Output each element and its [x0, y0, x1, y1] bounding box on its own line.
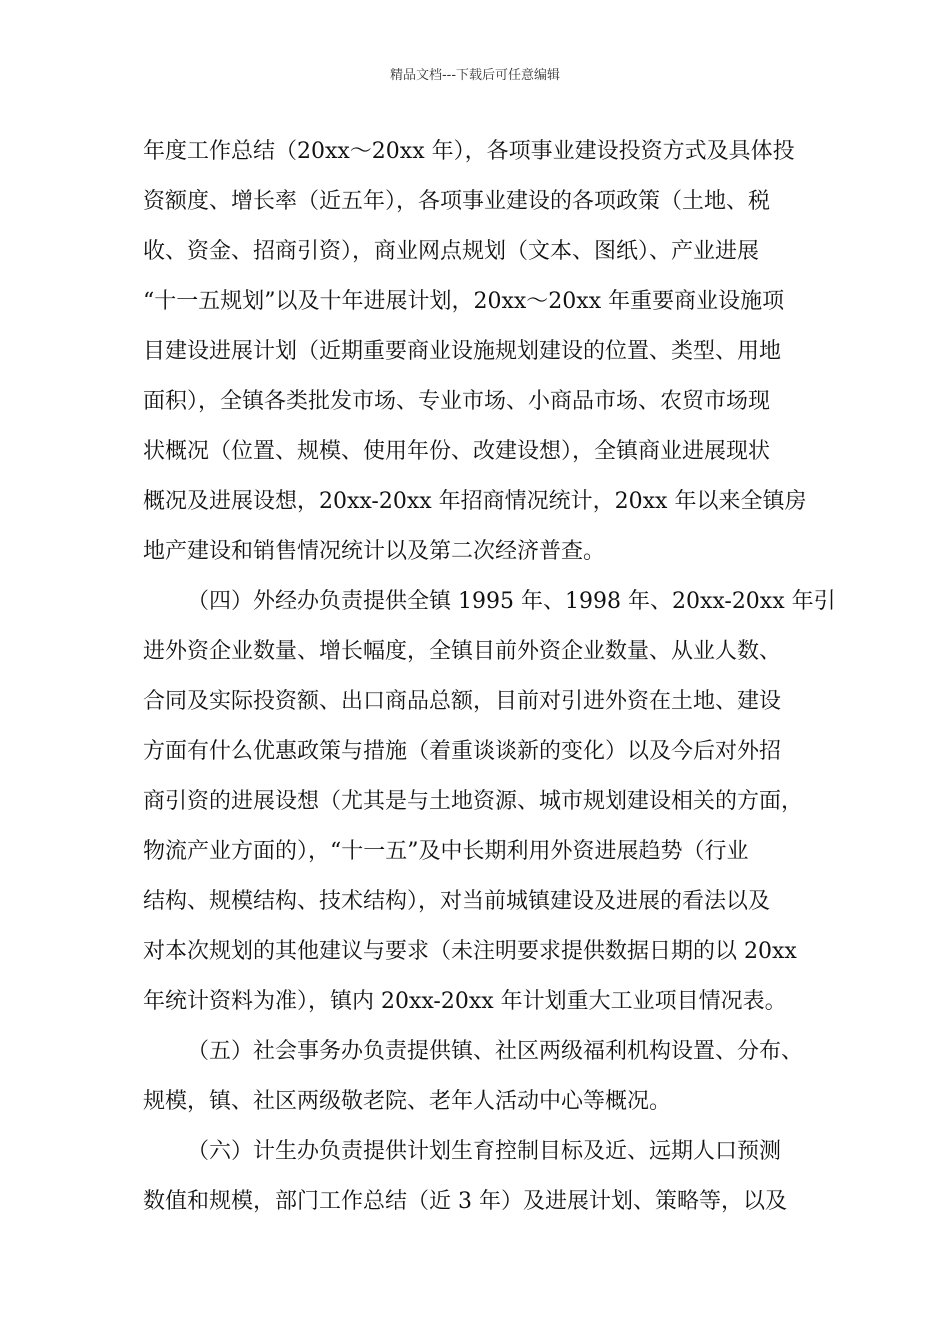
- text-line: 年度工作总结（20xx～20xx 年），各项事业建设投资方式及具体投: [143, 139, 795, 164]
- text-line: 方面有什么优惠政策与措施（着重谈谈新的变化）以及今后对外招: [143, 739, 782, 764]
- text-line: （四）外经办负责提供全镇 1995 年、1998 年、20xx-20xx 年引: [187, 589, 836, 614]
- text-line: 对本次规划的其他建议与要求（未注明要求提供数据日期的以 20xx: [143, 939, 797, 964]
- text-line: 结构、规模结构、技术结构），对当前城镇建设及进展的看法以及: [143, 889, 771, 914]
- text-line: 收、资金、招商引资），商业网点规划（文本、图纸）、产业进展: [143, 239, 760, 264]
- text-line: 规模，镇、社区两级敬老院、老年人活动中心等概况。: [143, 1089, 672, 1114]
- text-line: 物流产业方面的），“十一五”及中长期利用外资进展趋势（行业: [143, 839, 749, 864]
- text-line: 面积），全镇各类批发市场、专业市场、小商品市场、农贸市场现: [143, 389, 771, 414]
- text-line: 目建设进展计划（近期重要商业设施规划建设的位置、类型、用地: [143, 339, 782, 364]
- text-line: 状概况（位置、规模、使用年份、改建设想），全镇商业进展现状: [143, 439, 771, 464]
- text-line: 商引资的进展设想（尤其是与土地资源、城市规划建设相关的方面，: [143, 789, 804, 814]
- text-line: 资额度、增长率（近五年），各项事业建设的各项政策（土地、税: [143, 189, 771, 214]
- text-line: 年统计资料为准），镇内 20xx-20xx 年计划重大工业项目情况表。: [143, 989, 787, 1014]
- text-line: （五）社会事务办负责提供镇、社区两级福利机构设置、分布、: [187, 1039, 804, 1064]
- text-line: 合同及实际投资额、出口商品总额，目前对引进外资在土地、建设: [143, 689, 782, 714]
- text-line: 数值和规模，部门工作总结（近 3 年）及进展计划、策略等，以及: [143, 1189, 787, 1214]
- text-line: 进外资企业数量、增长幅度，全镇目前外资企业数量、从业人数、: [143, 639, 782, 664]
- text-line: 地产建设和销售情况统计以及第二次经济普查。: [143, 539, 606, 564]
- text-line: “十一五规划”以及十年进展计划，20xx～20xx 年重要商业设施项: [143, 289, 785, 314]
- page-header: 精品文档---下载后可任意编辑: [389, 68, 561, 83]
- text-line: （六）计生办负责提供计划生育控制目标及近、远期人口预测: [187, 1139, 782, 1164]
- document-body: [143, 127, 836, 1227]
- text-line: 概况及进展设想，20xx-20xx 年招商情况统计，20xx 年以来全镇房: [143, 489, 807, 514]
